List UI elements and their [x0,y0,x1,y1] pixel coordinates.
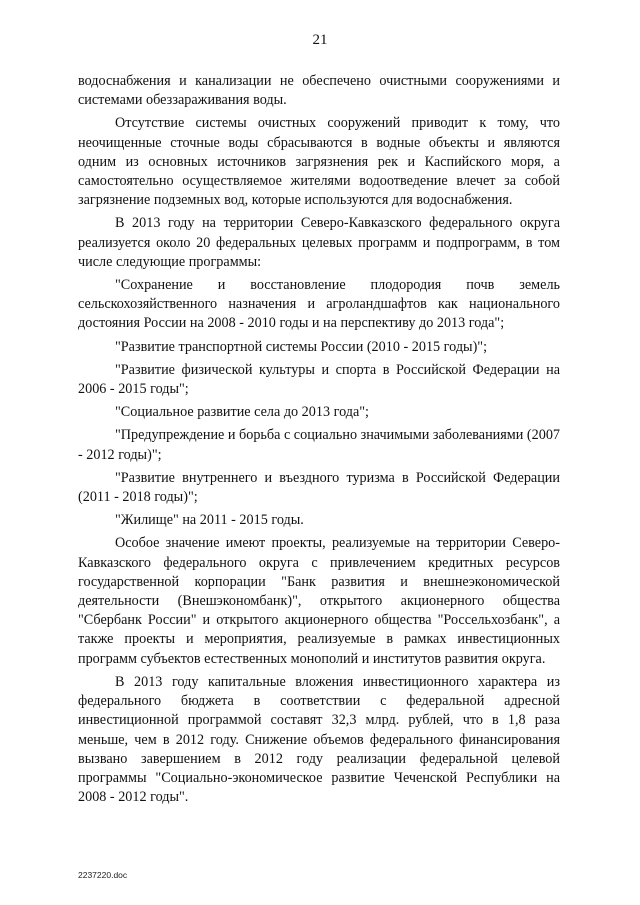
paragraph: водоснабжения и канализации не обеспечено очистными сооружениями и системами обеззараживания воды. [78,73,560,109]
paragraph: В 2013 году на территории Северо-Кавказского федерального округа реализуется около 20 федеральных целевых программ и подпрограмм, в том числе следующие программы: [78,215,560,270]
file-name-footer: 2237220.doc [78,870,128,880]
paragraph: В 2013 году капитальные вложения инвестиционного характера из федерального бюджета в соответствии с федеральной адресной инвестиционной программой составят 32,3 млрд. рублей, что в 1,8 раза меньше, чем в 2012 году. Снижение объемов федерального финансирования вызвано завершением в 2012 году реализации федеральной целевой программы "Социально-экономическое развитие Чеченской Республики на 2008 - 2012 годы". [78,673,560,806]
program-item: "Развитие транспортной системы России (2010 - 2015 годы)"; [115,338,488,355]
program-item: "Развитие внутреннего и въездного туризма в Российской Федерации (2011 - 2018 годы)"; [78,469,560,506]
program-item: "Развитие физической культуры и спорта в Российской Федерации на 2006 - 2015 годы"; [78,361,560,398]
paragraph: Отсутствие системы очистных сооружений приводит к тому, что неочищенные сточные воды сбрасываются в водные объекты и являются одним из основных источников загрязнения рек и Каспийского моря, а самостоятельно осуществляемое жителями водоотведение влечет за собой загрязнение подземных вод, которые используются для водоснабжения. [78,115,560,209]
page-number: 21 [312,32,328,48]
document-body [78,72,560,811]
program-item: "Сохранение и восстановление плодородия почв земель сельскохозяйственного назначения и агроландшафтов как национального достояния России на 2008 - 2010 годы и на перспективу до 2013 года"; [78,277,560,332]
program-item: "Предупреждение и борьба с социально значимыми заболеваниями (2007 - 2012 годы)"; [78,427,561,463]
program-item: "Социальное развитие села до 2013 года"; [115,404,370,421]
paragraph: Особое значение имеют проекты, реализуемые на территории Северо-Кавказского федерального округа с привлечением кредитных ресурсов государственной корпорации "Банк развития и внешнеэкономической деятельности (Внешэкономбанк)", открытого акционерного общества "Сбербанк России" и открытого акционерного общества "Россельхозбанк", а также проекты и мероприятия, реализуемые в рамках инвестиционных программ субъектов естественных монополий и институтов развития округа. [78,535,560,667]
program-item: "Жилище" на 2011 - 2015 годы. [115,512,304,529]
